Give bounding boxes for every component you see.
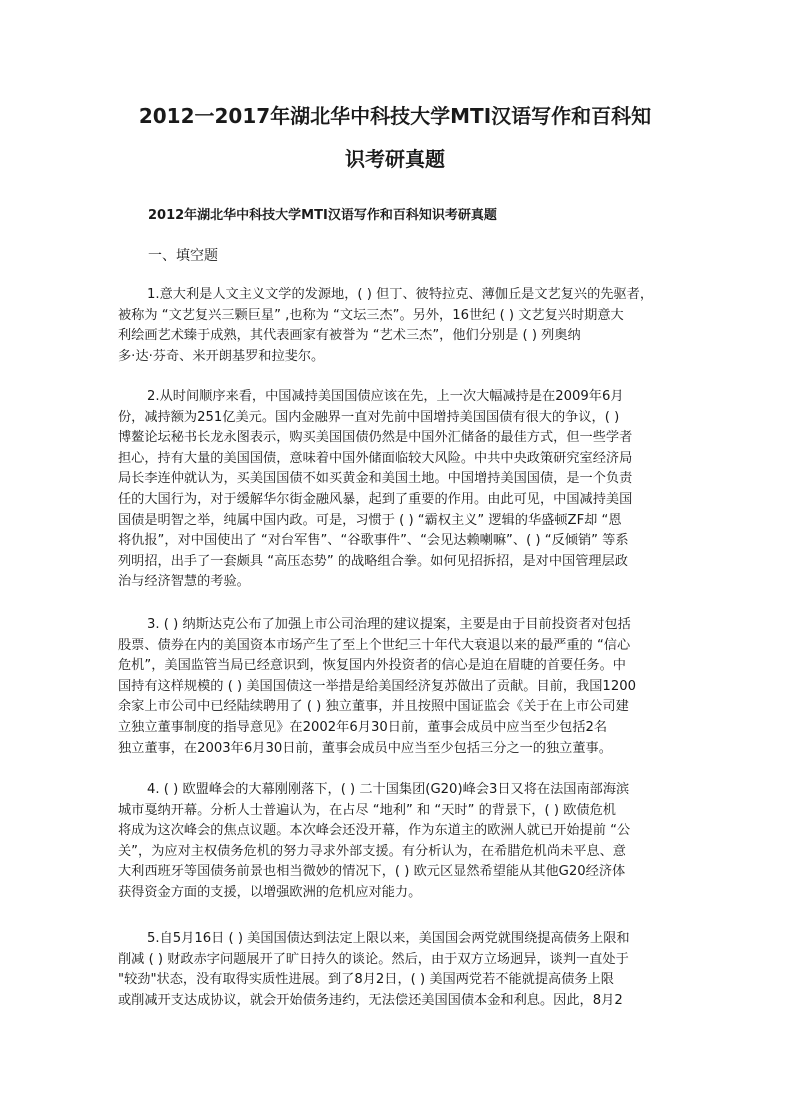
- paragraph-2: [118, 387, 678, 593]
- paragraph-4: [118, 780, 678, 904]
- paragraph-line: 或削减开支达成协议，就会开始债务违约，无法偿还美国国债本金和利息。因此，8月2: [118, 992, 623, 1008]
- paragraph-5: [118, 929, 678, 1011]
- paragraph-line: 5.自5月16日 ( ) 美国国债达到法定上限以来，美国国会两党就围绕提高债务上限和: [147, 931, 630, 946]
- paragraph-line: 危机”，美国监管当局已经意识到，恢复国内外投资者的信心是迫在眉睫的首要任务。中: [118, 658, 626, 674]
- paragraph-line: 3. ( ) 纳斯达克公布了加强上市公司治理的建议提案，主要是由于目前投资者对包括: [147, 617, 631, 632]
- paragraph-line: 被称为 “文艺复兴三颗巨星” ,也称为 “文坛三杰”。另外，16世纪 ( ) 文艺复兴时期意大: [118, 307, 624, 323]
- paragraph-line: 立独立董事制度的指导意见》在2002年6月30日前，董事会成员中应当至少包括2名: [118, 719, 608, 735]
- paragraph-line: 2.从时间顺序来看，中国减持美国国债应该在先，上一次大幅减持是在2009年6月: [147, 389, 624, 404]
- paragraph-line: 股票、债券在内的美国资本市场产生了至上个世纪三十年代大衰退以来的最严重的 “信心: [118, 637, 631, 653]
- paragraph-line: 利绘画艺术臻于成熟，其代表画家有被誉为 “艺术三杰”，他们分别是 ( ) 列奥纳: [118, 328, 581, 344]
- document-title-line-2: 识考研真题: [345, 147, 445, 171]
- paragraph-line: 独立董事，在2003年6月30日前，董事会成员中应当至少包括三分之一的独立董事。: [118, 740, 612, 756]
- paragraph-line: 4. ( ) 欧盟峰会的大幕刚刚落下，( ) 二十国集团(G20)峰会3日又将在法国南部海滨: [147, 782, 630, 797]
- paragraph-line: 治与经济智慧的考验。: [118, 574, 250, 590]
- paragraph-line: 份，减持额为251亿美元。国内金融界一直对先前中国增持美国国债有很大的争议，( ): [118, 409, 620, 425]
- paragraph-line: 余家上市公司中已经陆续聘用了 ( ) 独立董事，并且按照中国证监会《关于在上市公司建: [118, 699, 629, 715]
- paragraph-line: 大利西班牙等国债务前景也相当微妙的情况下，( ) 欧元区显然希望能从其他G20经济体: [118, 864, 626, 880]
- paragraph-line: 列明招，出手了一套颇具 “高压态势” 的战略组合拳。如何见招拆招，是对中国管理层政: [118, 553, 628, 569]
- paragraph-line: 任的大国行为，对于缓解华尔街金融风暴，起到了重要的作用。由此可见，中国减持美国: [118, 491, 633, 507]
- paragraph-line: 削减 ( ) 财政赤字问题展开了旷日持久的谈论。然后，由于双方立场迥异，谈判一直处于: [118, 951, 629, 967]
- paragraph-1: [118, 285, 678, 367]
- paragraph-line: 城市戛纳开幕。分析人士普遍认为，在占尽 “地利” 和 “天时” 的背景下，( ) 欧债危机: [118, 802, 616, 818]
- section-heading: 一、填空题: [148, 248, 218, 264]
- document-title-line-1: 2012一2017年湖北华中科技大学MTI汉语写作和百科知: [138, 104, 652, 128]
- paragraph-line: 多·达·芬奇、米开朗基罗和拉斐尔。: [118, 348, 325, 364]
- paragraph-line: 1.意大利是人文主义文学的发源地，( ) 但丁、彼特拉克、薄伽丘是文艺复兴的先驱者，: [147, 287, 654, 302]
- paragraph-line: 将成为这次峰会的焦点议题。本次峰会还没开幕，作为东道主的欧洲人就已开始提前 “公: [118, 823, 631, 839]
- paragraph-3: [118, 615, 678, 759]
- paragraph-line: 局长李连仲就认为，买美国国债不如买黄金和美国土地。中国增持美国国债，是一个负责: [118, 471, 633, 487]
- paragraph-line: 担心，持有大量的美国国债，意味着中国外储面临较大风险。中共中央政策研究室经济局: [118, 450, 633, 466]
- paragraph-line: "较劲"状态，没有取得实质性进展。到了8月2日，( ) 美国两党若不能就提高债务上限: [118, 972, 614, 988]
- document-subtitle: 2012年湖北华中科技大学MTI汉语写作和百科知识考研真题: [148, 208, 497, 223]
- paragraph-line: 关”，为应对主权债务危机的努力寻求外部支援。有分析认为，在希腊危机尚未平息、意: [118, 843, 626, 859]
- paragraph-line: 国债是明智之举，纯属中国内政。可是，习惯于 ( ) “霸权主义” 逻辑的华盛顿ZF却 “恩: [118, 512, 622, 528]
- paragraph-line: 国持有这样规模的 ( ) 美国国债这一举措是给美国经济复苏做出了贡献。目前，我国1200: [118, 678, 636, 694]
- paragraph-line: 获得资金方面的支援，以增强欧洲的危机应对能力。: [118, 884, 422, 900]
- paragraph-line: 博鳌论坛秘书长龙永图表示，购买美国国债仍然是中国外汇储备的最佳方式，但一些学者: [118, 430, 633, 446]
- paragraph-line: 将仇报”，对中国使出了 “对台军售”、“谷歌事件”、“会见达赖喇嘛”、( ) “反倾销” 等系: [118, 533, 629, 549]
